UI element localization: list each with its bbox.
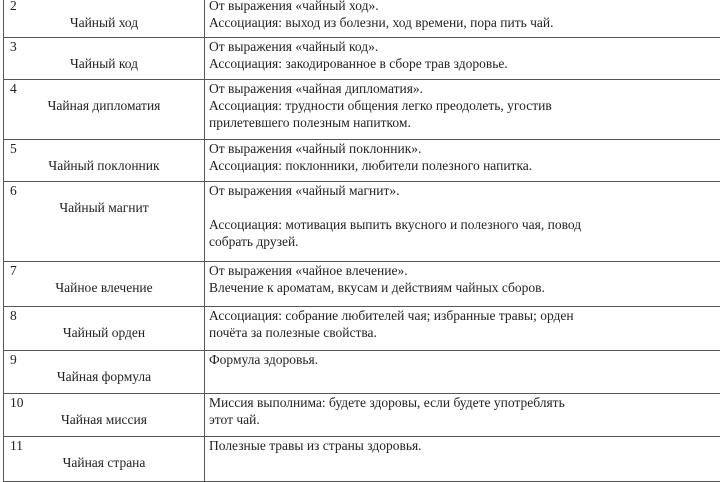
- row-name-cell: [4, 80, 205, 140]
- row-description-cell: [205, 394, 720, 437]
- row-number: 9: [8, 351, 200, 368]
- description-line: От выражения «чайный код».: [209, 38, 720, 55]
- row-name-cell: [4, 394, 205, 437]
- row-name: Чайный поклонник: [8, 157, 200, 174]
- row-name: Чайное влечение: [8, 279, 200, 296]
- row-name-cell: [4, 351, 205, 394]
- row-description-cell: [205, 80, 720, 140]
- row-name-cell: [4, 182, 205, 262]
- row-number: 7: [8, 262, 200, 279]
- description-line: Ассоциация: закодированное в сборе трав здоровье.: [209, 55, 720, 72]
- row-number: 8: [8, 307, 200, 324]
- description-line: Ассоциация: поклонники, любители полезного напитка.: [209, 157, 720, 174]
- table-row: [4, 351, 720, 394]
- description-line: Влечение к ароматам, вкусам и действиям чайных сборов.: [209, 279, 720, 296]
- row-name: Чайная дипломатия: [8, 97, 200, 114]
- description-line: Ассоциация: трудности общения легко преодолеть, угостив: [209, 97, 720, 114]
- row-name: Чайный код: [8, 55, 200, 72]
- table-row: [4, 394, 720, 437]
- table-row: [4, 437, 720, 482]
- row-number: 10: [8, 394, 200, 411]
- table-row: [4, 307, 720, 351]
- description-line: Ассоциация: выход из болезни, ход времени, пора пить чай.: [209, 14, 720, 31]
- row-description-cell: [205, 437, 720, 482]
- description-line: От выражения «чайный ход».: [209, 0, 720, 14]
- row-name-cell: [4, 0, 205, 38]
- description-line: прилетевшего полезным напитком.: [209, 114, 720, 131]
- description-line: Миссия выполнима: будете здоровы, если будете употреблять: [209, 394, 720, 411]
- content-table: [3, 0, 720, 482]
- description-line: Ассоциация: мотивация выпить вкусного и полезного чая, повод: [209, 216, 720, 233]
- row-number: 4: [8, 80, 200, 97]
- table-row: [4, 80, 720, 140]
- description-line: От выражения «чайное влечение».: [209, 262, 720, 279]
- row-name-cell: [4, 307, 205, 351]
- row-description-cell: [205, 0, 720, 38]
- description-line: собрать друзей.: [209, 233, 720, 250]
- row-name-cell: [4, 262, 205, 307]
- description-gap: [209, 199, 720, 216]
- description-line: этот чай.: [209, 411, 720, 428]
- row-name: Чайная миссия: [8, 411, 200, 428]
- row-number: 6: [8, 182, 200, 199]
- row-number: 11: [8, 437, 200, 454]
- description-line: Формула здоровья.: [209, 351, 720, 368]
- table-row: [4, 140, 720, 182]
- row-description-cell: [205, 307, 720, 351]
- description-line: Ассоциация: собрание любителей чая; избранные травы; орден: [209, 307, 720, 324]
- table-row: [4, 38, 720, 80]
- row-description-cell: [205, 182, 720, 262]
- row-number: 3: [8, 38, 200, 55]
- row-number: 2: [8, 0, 200, 14]
- row-name: Чайный магнит: [8, 199, 200, 216]
- row-number: 5: [8, 140, 200, 157]
- row-description-cell: [205, 262, 720, 307]
- row-name-cell: [4, 437, 205, 482]
- row-name: Чайный орден: [8, 324, 200, 341]
- row-name: Чайный ход: [8, 14, 200, 31]
- row-description-cell: [205, 140, 720, 182]
- description-line: Полезные травы из страны здоровья.: [209, 437, 720, 454]
- row-description-cell: [205, 38, 720, 80]
- row-description-cell: [205, 351, 720, 394]
- row-name-cell: [4, 38, 205, 80]
- row-name: Чайная формула: [8, 368, 200, 385]
- table-row: [4, 262, 720, 307]
- table-row: [4, 182, 720, 262]
- description-line: От выражения «чайный магнит».: [209, 182, 720, 199]
- description-line: От выражения «чайный поклонник».: [209, 140, 720, 157]
- row-name: Чайная страна: [8, 454, 200, 471]
- row-name-cell: [4, 140, 205, 182]
- description-line: почёта за полезные свойства.: [209, 324, 720, 341]
- table-row: [4, 0, 720, 38]
- description-line: От выражения «чайная дипломатия».: [209, 80, 720, 97]
